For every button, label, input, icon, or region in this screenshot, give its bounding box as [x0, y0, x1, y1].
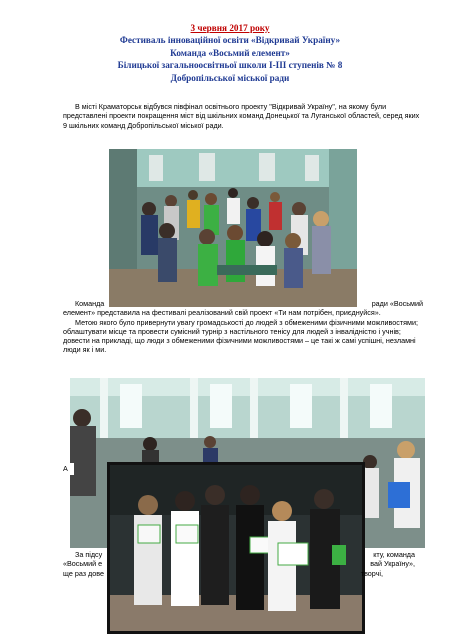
- council-name: Добропільської міської ради: [170, 72, 290, 83]
- festival-hall-photo: [109, 149, 357, 307]
- project-line-2: елемент» представила на фестивалі реалізований свій проект «Ти нам потрібен, приєднуйся».: [63, 308, 381, 318]
- team-name: Команда «Восьмий елемент»: [170, 47, 290, 58]
- festival-title: Фестиваль інноваційної освіти «Відкривай Україну»: [119, 35, 341, 46]
- closing-line-3-end: творчі,: [360, 568, 383, 578]
- team-award-photo: [107, 462, 365, 634]
- closing-line-2-start: «Восьмий е: [63, 559, 103, 569]
- event-date: 3 червня 2017 року: [190, 23, 270, 33]
- project-line-start: Команда: [75, 299, 105, 308]
- project-line-1: [63, 299, 423, 308]
- school-name: Білицької загальноосвітньої школи І-ІІІ ступенів № 8: [117, 60, 343, 71]
- project-goal: Метою якого було привернути увагу громадськості до людей з обмеженими фізичними можливостями; облаштувати місце та провести сумісний турнір з настільного тенісу для людей з інвалідністю і учнів; довести на прикладі, що люди з обмеженими фізичними можливостями – це такі ж самі успішні, незламні люди як і ми.: [63, 317, 419, 355]
- closing-line-1-end: кту, команда: [373, 550, 415, 559]
- closing-line-2: [63, 559, 423, 568]
- closing-line-1-start: За підсу: [75, 550, 103, 559]
- closing-line-3: [63, 569, 423, 578]
- closing-line-3-start: ще раз дове: [63, 568, 104, 578]
- closing-line-2-end: вай Україну»,: [370, 559, 415, 569]
- document-heading: [60, 22, 400, 84]
- project-line-end: ради «Восьмий: [371, 299, 423, 308]
- intro-paragraph: В місті Краматорськ відбувся півфінал освітнього проекту "Відкривай Україну", на якому були представлені проекти покращення міст від шкільних команд Донецької та Луганської областей, серед яких 9 шкільних команд Добропільської міської ради.: [63, 102, 420, 130]
- project-paragraph: [63, 299, 423, 355]
- closing-line-1: [63, 550, 423, 559]
- left-text-fragment: А: [63, 464, 68, 473]
- closing-paragraph: [63, 550, 423, 578]
